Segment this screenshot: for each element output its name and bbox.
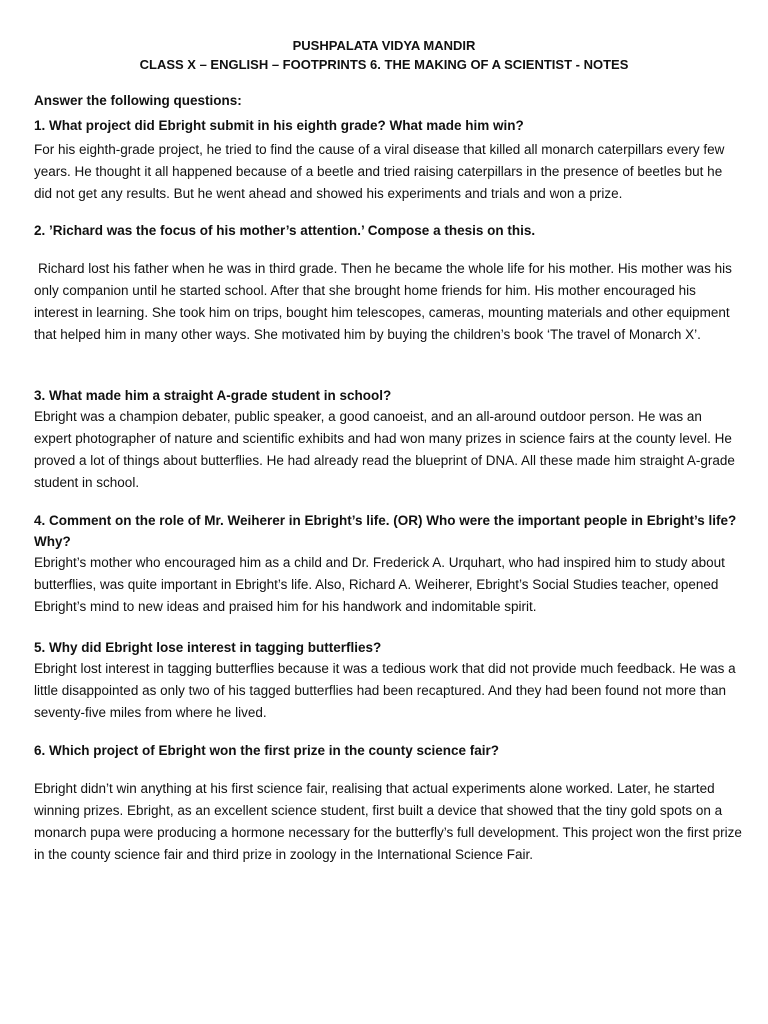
question-2: 2. ’Richard was the focus of his mother’s attention.’ Compose a thesis on this.	[34, 223, 536, 238]
answer-5: Ebright lost interest in tagging butterflies because it was a tedious work that did not provide much feedback. He was a little disappointed as only two of his tagged butterflies had been recaptured. And they had been found not more than seventy-five miles from where he lived.	[34, 661, 736, 720]
answer-6: Ebright didn’t win anything at his first science fair, realising that actual experiments alone worked. Later, he started winning prizes. Ebright, as an excellent science student, first built a device that showed that the tiny gold spots on a monarch pupa were producing a hormone necessary for the butterfly’s full development. This project won the first prize in the county science fair and third prize in zoology in the International Science Fair.	[34, 781, 742, 862]
instructions-heading: Answer the following questions:	[34, 93, 242, 108]
answer-1: For his eighth-grade project, he tried to find the cause of a viral disease that killed all monarch caterpillars every few years. He thought it all happened because of a beetle and tried raising caterpillars in the presence of beetles but he did not get any results. But he went ahead and showed his experiments and trials and won a prize.	[34, 142, 725, 201]
question-4: 4. Comment on the role of Mr. Weiherer in Ebright’s life. (OR) Who were the important people in Ebright’s life? Why?	[34, 513, 737, 549]
answer-4: Ebright’s mother who encouraged him as a child and Dr. Frederick A. Urquhart, who had inspired him to study about butterflies, was quite important in Ebright’s life. Also, Richard A. Weiherer, Ebright’s Social Studies teacher, opened Ebright’s mind to new ideas and praised him for his handwork and indomitable spirit.	[34, 555, 725, 614]
qa-item-3	[34, 385, 742, 494]
question-5: 5. Why did Ebright lose interest in tagging butterflies?	[34, 640, 382, 655]
qa-item-4	[34, 510, 742, 618]
answer-2: Richard lost his father when he was in third grade. Then he became the whole life for his mother. His mother was his only companion until he started school. After that she brought home friends for him. His mother encouraged his interest in learning. She took him on trips, bought him telescopes, cameras, mounting materials and other equipment that helped him in many other ways. She motivated him by buying the children’s book ‘The travel of Monarch X’.	[34, 261, 732, 342]
question-3: 3. What made him a straight A-grade student in school?	[34, 388, 392, 403]
qa-item-2	[34, 220, 742, 346]
qa-item-5	[34, 637, 742, 724]
answer-3: Ebright was a champion debater, public speaker, a good canoeist, and an all-around outdoor person. He was an expert photographer of nature and scientific exhibits and had won many prizes in science fairs at the county level. He proved a lot of things about butterflies. He had already read the blueprint of DNA. All these made him straight A-grade student in school.	[34, 409, 735, 490]
question-6: 6. Which project of Ebright won the first prize in the county science fair?	[34, 743, 500, 758]
qa-item-6	[34, 740, 742, 866]
question-1: 1. What project did Ebright submit in his eighth grade? What made him win?	[34, 118, 524, 133]
school-name: PUSHPALATA VIDYA MANDIR	[292, 38, 476, 53]
document-title: CLASS X – ENGLISH – FOOTPRINTS 6. THE MAKING OF A SCIENTIST - NOTES	[139, 57, 629, 72]
qa-item-1	[34, 115, 742, 205]
